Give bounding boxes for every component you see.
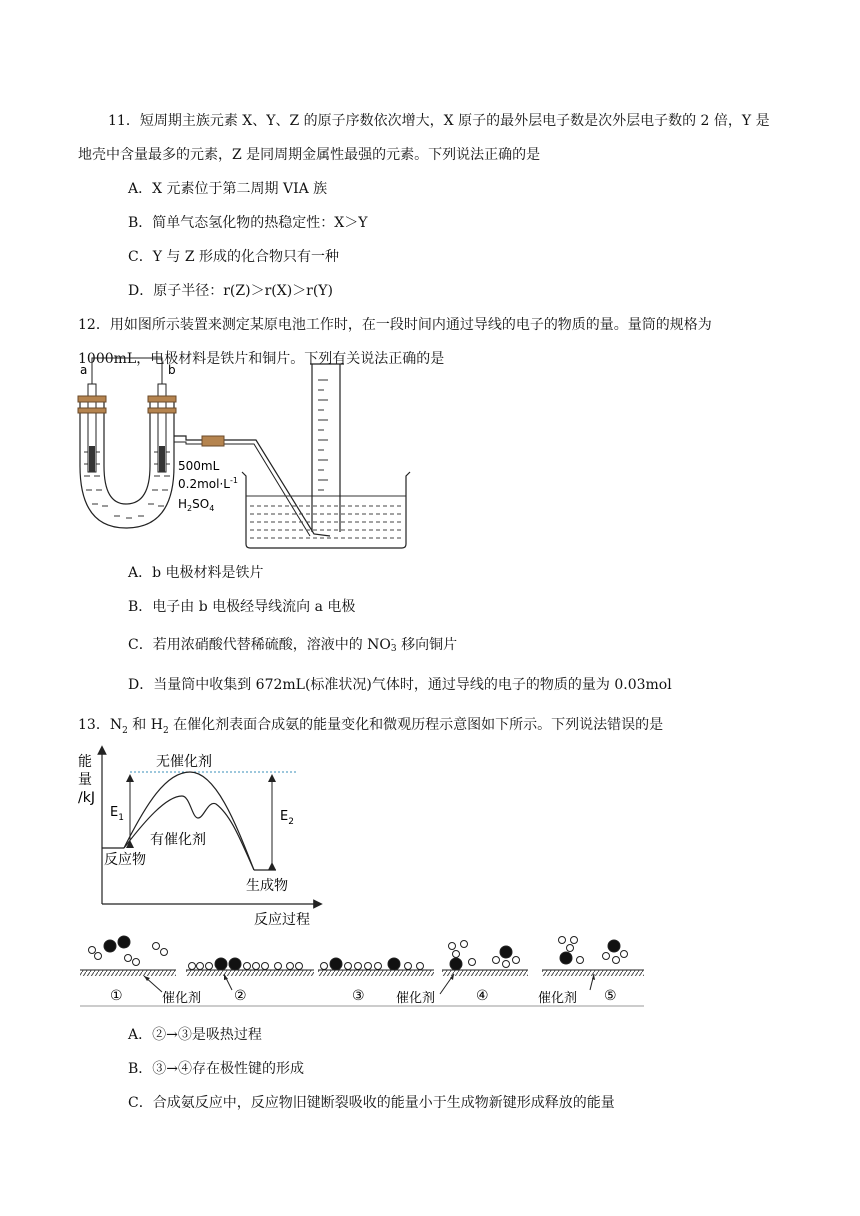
solution-volume-label: 500mL [178, 459, 220, 473]
step-5-label: ⑤ [604, 988, 617, 1004]
catalyst-label-1: 催化剂 [162, 991, 202, 1006]
with-catalyst-label: 有催化剂 [150, 832, 206, 848]
y-axis-label-2: 量 [78, 772, 92, 788]
y-axis-label-1: 能 [78, 754, 92, 770]
q13-option-b: B．③→④存在极性键的形成 [128, 1061, 305, 1077]
q12-apparatus-figure [74, 356, 414, 552]
q13-option-a: A．②→③是吸热过程 [128, 1027, 262, 1043]
q12-option-c: C．若用浓硝酸代替稀硫酸，溶液中的 NO - 3 移向铜片 [128, 635, 458, 654]
q12-option-b: B．电子由 b 电极经导线流向 a 电极 [128, 599, 356, 615]
x-axis-label: 反应过程 [254, 912, 310, 928]
catalyst-label-2: 催化剂 [396, 991, 436, 1006]
step-4-label: ④ [476, 988, 489, 1004]
q13-stem: 13．$N_2$ 和 $H_2$ 在催化剂表面合成氨的能量变化和微观历程示意图如下所示。下列说法错误的是 [78, 717, 664, 736]
e2-label: $E_2$ [280, 809, 294, 827]
q12-stem-line1: 12．用如图所示装置来测定某原电池工作时，在一段时间内通过导线的电子的物质的量。量筒的规格为 [78, 317, 712, 333]
q11-option-c: C．Y 与 Z 形成的化合物只有一种 [128, 249, 340, 265]
q11-stem-line2: 地壳中含量最多的元素，Z 是同周期金属性最强的元素。下列说法正确的是 [78, 147, 541, 163]
q13-option-c: C．合成氨反应中，反应物旧键断裂吸收的能量小于生成物新键形成释放的能量 [128, 1095, 615, 1111]
q11-stem-line1: 11．短周期主族元素 X、Y、Z 的原子序数依次增大，X 原子的最外层电子数是次外层电子数的 2 倍，Y 是 [108, 113, 770, 129]
electrode-b-label: b [168, 363, 176, 377]
q11-option-d: D．原子半径：r(Z)＞r(X)＞r(Y) [128, 283, 334, 299]
electrode-a-label: a [80, 363, 88, 377]
q13-micro-process-diagram [78, 930, 648, 1010]
y-axis-label-3: /kJ [78, 790, 95, 806]
q12-stem-line2: 1000mL，电极材料是铁片和铜片。下列有关说法正确的是 [78, 351, 445, 367]
step-3-label: ③ [352, 988, 365, 1004]
q11-option-a: A．X 元素位于第二周期 VIA 族 [128, 181, 328, 197]
step-2-label: ② [234, 988, 247, 1004]
products-label: 生成物 [246, 878, 288, 894]
step-1-label: ① [110, 988, 123, 1004]
solution-acid-label: $H_2SO_4$ [178, 497, 215, 513]
q12-option-d: D．当量筒中收集到 672mL(标准状况)气体时，通过导线的电子的物质的量为 0.03mol [128, 677, 672, 693]
reactants-label: 反应物 [104, 852, 146, 868]
solution-concentration-label: $0.2mol\cdot L^{-1}$ [178, 476, 238, 491]
q11-option-b: B．简单气态氢化物的热稳定性：X＞Y [128, 215, 368, 231]
catalyst-label-3: 催化剂 [538, 991, 578, 1006]
q12-option-a: A．b 电极材料是铁片 [128, 565, 264, 581]
e1-label: $E_1$ [110, 805, 124, 823]
no-catalyst-label: 无催化剂 [156, 754, 212, 770]
q13-energy-diagram [76, 744, 326, 930]
